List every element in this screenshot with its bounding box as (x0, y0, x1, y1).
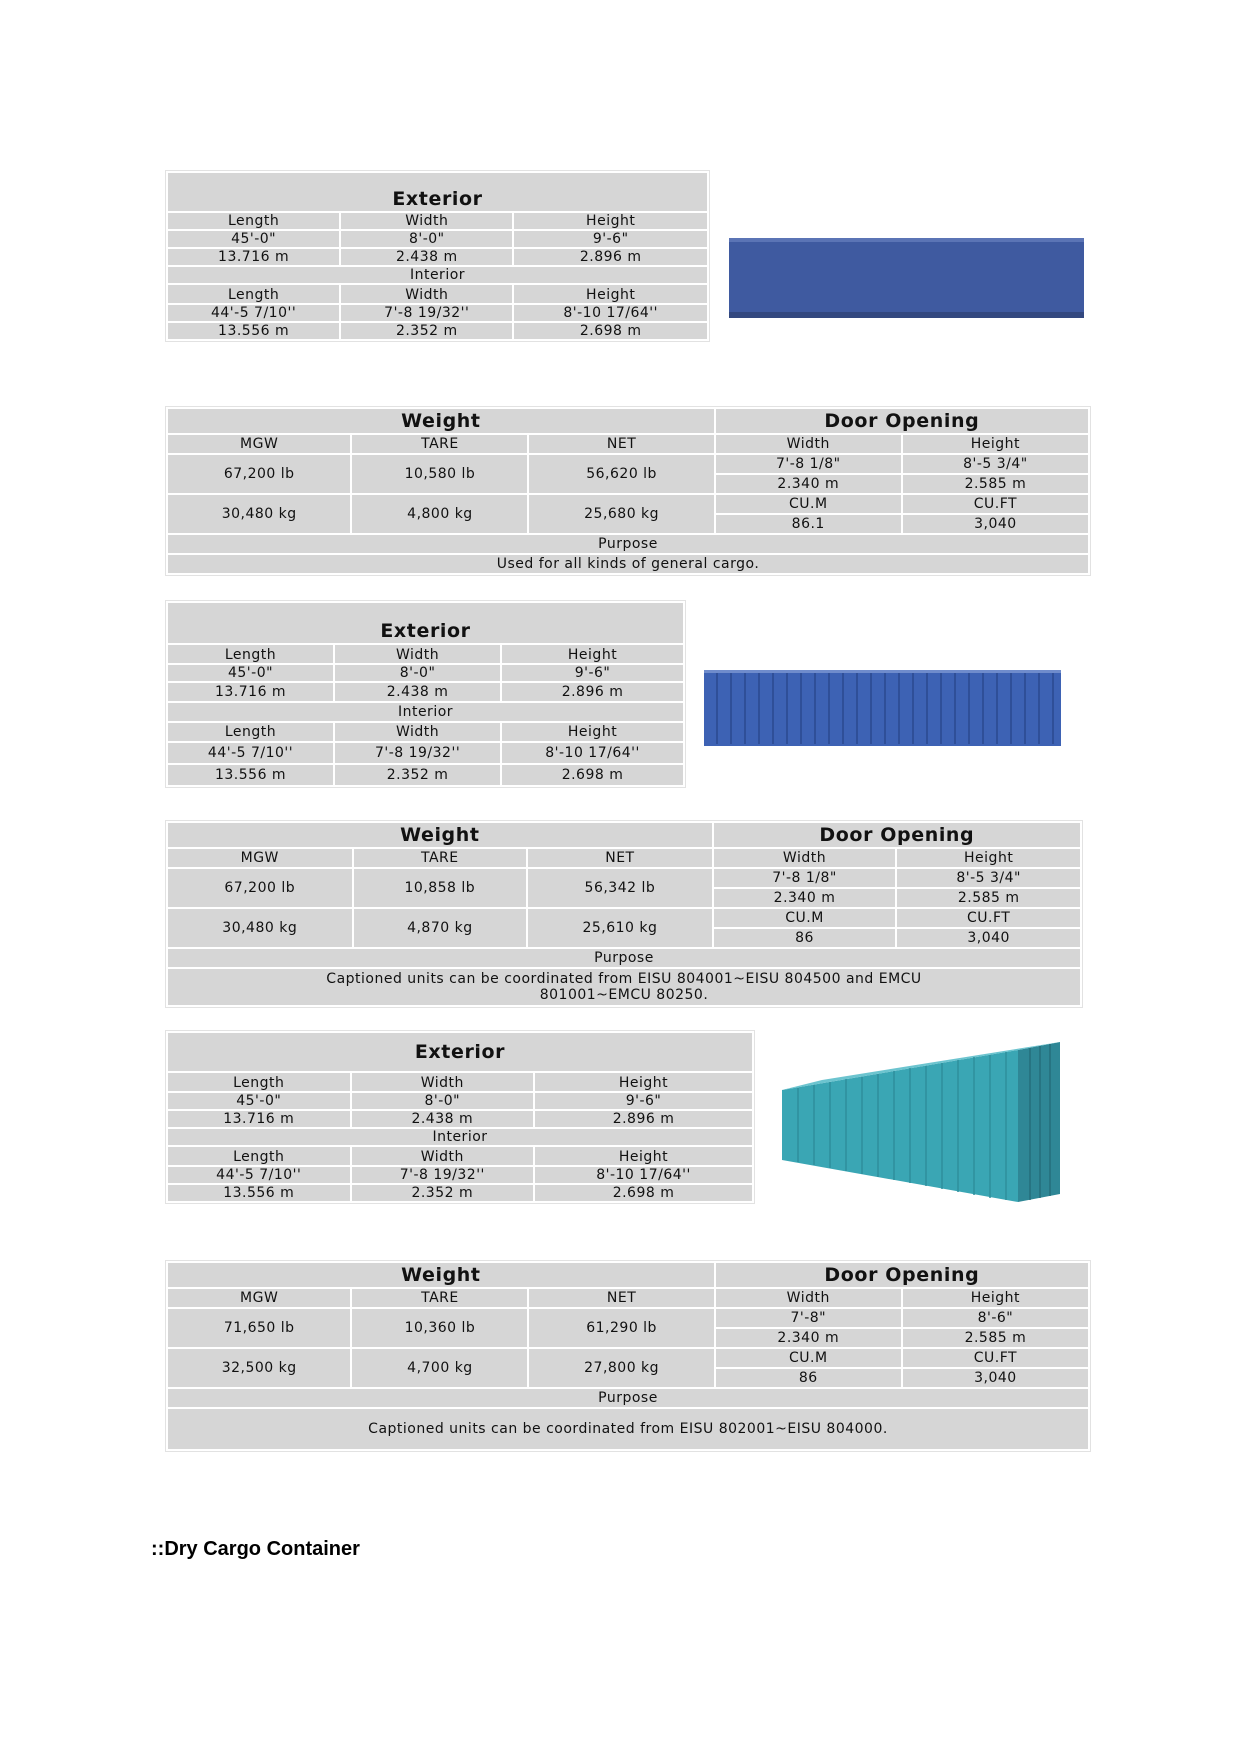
purpose-text-line-1: Captioned units can be coordinated from EISU 804001~EISU 804500 and EMCU (326, 971, 922, 987)
door-width-header: Width (716, 435, 901, 453)
exterior-height-metric: 2.896 m (502, 683, 683, 701)
cu-ft-value: 3,040 (903, 515, 1088, 533)
exterior-width-header: Width (341, 213, 512, 229)
cu-ft-header: CU.FT (903, 1349, 1088, 1367)
tare-kg: 4,800 kg (352, 495, 527, 533)
interior-length-imperial: 44'-5 7/10'' (168, 305, 339, 321)
interior-height-header: Height (502, 723, 683, 741)
interior-height-metric: 2.698 m (502, 765, 683, 785)
cu-m-value: 86 (714, 929, 896, 947)
door-width-header: Width (714, 849, 896, 867)
exterior-width-metric: 2.438 m (341, 249, 512, 265)
net-lb: 56,342 lb (528, 869, 712, 907)
door-height-metric: 2.585 m (903, 1329, 1088, 1347)
net-header: NET (529, 1289, 713, 1307)
door-height-header: Height (897, 849, 1080, 867)
weight-title: Weight (168, 823, 712, 847)
mgw-lb: 67,200 lb (168, 869, 352, 907)
exterior-table-1 (165, 170, 710, 342)
door-height-imperial: 8'-5 3/4" (903, 455, 1088, 473)
exterior-table-2 (165, 600, 686, 788)
cu-m-value: 86.1 (716, 515, 901, 533)
exterior-width-header: Width (335, 645, 500, 663)
door-height-imperial: 8'-6" (903, 1309, 1088, 1327)
exterior-length-header: Length (168, 645, 333, 663)
net-kg: 25,680 kg (529, 495, 713, 533)
exterior-length-imperial: 45'-0" (168, 1093, 350, 1109)
tare-kg: 4,700 kg (352, 1349, 527, 1387)
container-photo-1 (728, 236, 1086, 320)
weight-title: Weight (168, 409, 714, 433)
interior-length-imperial: 44'-5 7/10'' (168, 743, 333, 763)
exterior-length-metric: 13.716 m (168, 1111, 350, 1127)
interior-width-imperial: 7'-8 19/32'' (335, 743, 500, 763)
exterior-length-header: Length (168, 213, 339, 229)
door-width-imperial: 7'-8 1/8" (716, 455, 901, 473)
interior-length-header: Length (168, 723, 333, 741)
net-header: NET (529, 435, 713, 453)
exterior-width-metric: 2.438 m (335, 683, 500, 701)
interior-title: Interior (168, 1129, 752, 1145)
door-width-imperial: 7'-8" (716, 1309, 901, 1327)
purpose-text: Used for all kinds of general cargo. (168, 555, 1088, 573)
mgw-lb: 71,650 lb (168, 1309, 350, 1347)
exterior-height-imperial: 9'-6" (535, 1093, 752, 1109)
exterior-width-imperial: 8'-0" (335, 665, 500, 681)
exterior-length-imperial: 45'-0" (168, 231, 339, 247)
tare-header: TARE (352, 1289, 527, 1307)
purpose-label: Purpose (168, 535, 1088, 553)
tare-kg: 4,870 kg (354, 909, 527, 947)
purpose-label: Purpose (168, 1389, 1088, 1407)
cu-m-header: CU.M (716, 1349, 901, 1367)
door-height-metric: 2.585 m (903, 475, 1088, 493)
exterior-height-imperial: 9'-6" (514, 231, 707, 247)
door-width-metric: 2.340 m (714, 889, 896, 907)
tare-lb: 10,858 lb (354, 869, 527, 907)
weight-door-table-2 (165, 820, 1083, 1008)
interior-length-imperial: 44'-5 7/10'' (168, 1167, 350, 1183)
purpose-label: Purpose (168, 949, 1080, 967)
interior-width-metric: 2.352 m (341, 323, 512, 339)
mgw-header: MGW (168, 849, 352, 867)
exterior-width-header: Width (352, 1073, 534, 1091)
door-height-imperial: 8'-5 3/4" (897, 869, 1080, 887)
interior-height-header: Height (535, 1147, 752, 1165)
door-opening-title: Door Opening (716, 1263, 1088, 1287)
weight-title: Weight (168, 1263, 714, 1287)
exterior-width-metric: 2.438 m (352, 1111, 534, 1127)
door-height-header: Height (903, 435, 1088, 453)
tare-lb: 10,580 lb (352, 455, 527, 493)
interior-height-imperial: 8'-10 17/64'' (535, 1167, 752, 1183)
interior-width-imperial: 7'-8 19/32'' (352, 1167, 534, 1183)
interior-height-imperial: 8'-10 17/64'' (502, 743, 683, 763)
interior-width-header: Width (352, 1147, 534, 1165)
door-height-header: Height (903, 1289, 1088, 1307)
container-photo-2 (703, 668, 1063, 748)
door-opening-title: Door Opening (714, 823, 1080, 847)
exterior-height-header: Height (535, 1073, 752, 1091)
door-width-header: Width (716, 1289, 901, 1307)
cu-ft-value: 3,040 (897, 929, 1080, 947)
door-width-metric: 2.340 m (716, 1329, 901, 1347)
door-width-metric: 2.340 m (716, 475, 901, 493)
cu-m-value: 86 (716, 1369, 901, 1387)
cu-ft-value: 3,040 (903, 1369, 1088, 1387)
cu-m-header: CU.M (714, 909, 896, 927)
net-header: NET (528, 849, 712, 867)
interior-height-metric: 2.698 m (514, 323, 707, 339)
door-opening-title: Door Opening (716, 409, 1088, 433)
interior-height-metric: 2.698 m (535, 1185, 752, 1201)
interior-width-metric: 2.352 m (352, 1185, 534, 1201)
net-kg: 27,800 kg (529, 1349, 713, 1387)
cu-ft-header: CU.FT (897, 909, 1080, 927)
exterior-title: Exterior (168, 173, 707, 211)
tare-header: TARE (354, 849, 527, 867)
exterior-title: Exterior (168, 603, 683, 643)
exterior-length-imperial: 45'-0" (168, 665, 333, 681)
exterior-length-metric: 13.716 m (168, 249, 339, 265)
mgw-header: MGW (168, 1289, 350, 1307)
net-lb: 56,620 lb (529, 455, 713, 493)
interior-width-header: Width (335, 723, 500, 741)
mgw-lb: 67,200 lb (168, 455, 350, 493)
purpose-text-line-2: 801001~EMCU 80250. (539, 987, 709, 1003)
purpose-text: Captioned units can be coordinated from EISU 802001~EISU 804000. (168, 1409, 1088, 1449)
interior-length-header: Length (168, 285, 339, 303)
interior-height-imperial: 8'-10 17/64'' (514, 305, 707, 321)
exterior-width-imperial: 8'-0" (341, 231, 512, 247)
net-lb: 61,290 lb (529, 1309, 713, 1347)
container-photo-3 (778, 1036, 1062, 1208)
interior-length-metric: 13.556 m (168, 323, 339, 339)
tare-header: TARE (352, 435, 527, 453)
interior-height-header: Height (514, 285, 707, 303)
weight-door-table-1 (165, 406, 1091, 576)
exterior-length-metric: 13.716 m (168, 683, 333, 701)
exterior-width-imperial: 8'-0" (352, 1093, 534, 1109)
exterior-height-metric: 2.896 m (514, 249, 707, 265)
interior-title: Interior (168, 267, 707, 283)
mgw-kg: 30,480 kg (168, 909, 352, 947)
interior-length-header: Length (168, 1147, 350, 1165)
exterior-height-header: Height (514, 213, 707, 229)
mgw-kg: 30,480 kg (168, 495, 350, 533)
interior-length-metric: 13.556 m (168, 1185, 350, 1201)
interior-width-header: Width (341, 285, 512, 303)
weight-door-table-3 (165, 1260, 1091, 1452)
interior-width-imperial: 7'-8 19/32'' (341, 305, 512, 321)
exterior-height-imperial: 9'-6" (502, 665, 683, 681)
net-kg: 25,610 kg (528, 909, 712, 947)
mgw-header: MGW (168, 435, 350, 453)
section-title: ::Dry Cargo Container (151, 1538, 360, 1560)
exterior-title: Exterior (168, 1033, 752, 1071)
tare-lb: 10,360 lb (352, 1309, 527, 1347)
cu-ft-header: CU.FT (903, 495, 1088, 513)
exterior-length-header: Length (168, 1073, 350, 1091)
exterior-height-metric: 2.896 m (535, 1111, 752, 1127)
purpose-text (168, 969, 1080, 1005)
door-width-imperial: 7'-8 1/8" (714, 869, 896, 887)
cu-m-header: CU.M (716, 495, 901, 513)
interior-title: Interior (168, 703, 683, 721)
door-height-metric: 2.585 m (897, 889, 1080, 907)
exterior-table-3 (165, 1030, 755, 1204)
mgw-kg: 32,500 kg (168, 1349, 350, 1387)
exterior-height-header: Height (502, 645, 683, 663)
interior-length-metric: 13.556 m (168, 765, 333, 785)
interior-width-metric: 2.352 m (335, 765, 500, 785)
